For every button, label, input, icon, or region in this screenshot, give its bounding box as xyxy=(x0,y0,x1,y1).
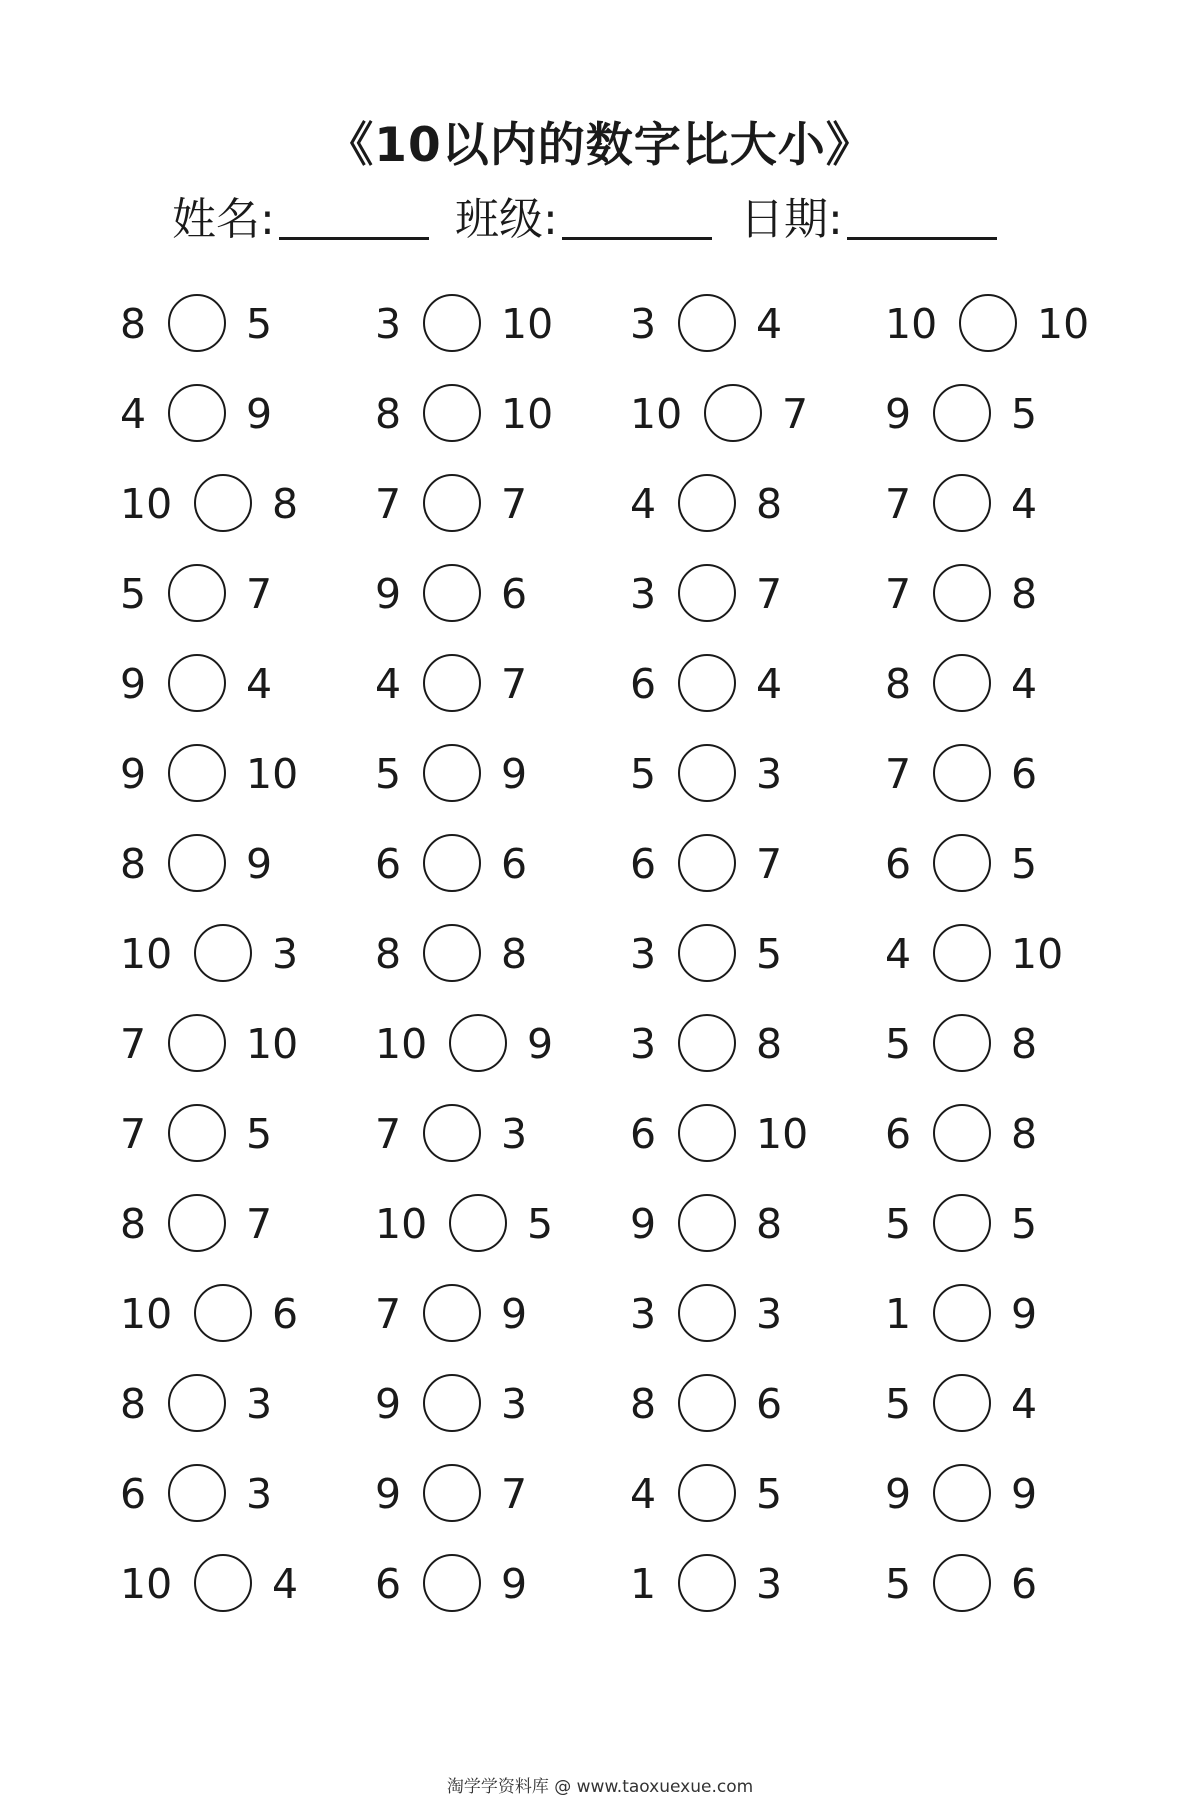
answer-circle[interactable] xyxy=(423,384,481,442)
left-number: 4 xyxy=(885,930,912,978)
right-number: 7 xyxy=(782,390,809,438)
comparison-problem xyxy=(630,1462,870,1526)
comparison-problem xyxy=(885,472,1125,536)
comparison-problem xyxy=(375,1552,615,1616)
right-number: 9 xyxy=(246,390,273,438)
right-number: 9 xyxy=(501,1560,528,1608)
right-number: 5 xyxy=(527,1200,554,1248)
name-label: 姓名: xyxy=(172,194,275,245)
answer-circle[interactable] xyxy=(678,924,736,982)
left-number: 7 xyxy=(885,570,912,618)
right-number: 4 xyxy=(756,660,783,708)
left-number: 10 xyxy=(630,390,683,438)
comparison-problem xyxy=(120,742,360,806)
comparison-problem xyxy=(885,1282,1125,1346)
left-number: 9 xyxy=(885,390,912,438)
left-number: 6 xyxy=(375,840,402,888)
answer-circle[interactable] xyxy=(933,1194,991,1252)
left-number: 8 xyxy=(120,1200,147,1248)
answer-circle[interactable] xyxy=(194,474,252,532)
right-number: 7 xyxy=(756,570,783,618)
date-label: 日期: xyxy=(740,194,843,245)
comparison-problem xyxy=(630,1282,870,1346)
answer-circle[interactable] xyxy=(423,1284,481,1342)
comparison-problem xyxy=(120,292,360,356)
right-number: 7 xyxy=(501,480,528,528)
comparison-problem xyxy=(630,1102,870,1166)
left-number: 8 xyxy=(120,840,147,888)
right-number: 8 xyxy=(501,930,528,978)
comparison-problem xyxy=(120,1372,360,1436)
left-number: 9 xyxy=(375,1470,402,1518)
comparison-problem xyxy=(885,742,1125,806)
right-number: 10 xyxy=(1011,930,1064,978)
comparison-problem xyxy=(120,832,360,896)
left-number: 3 xyxy=(630,1020,657,1068)
answer-circle[interactable] xyxy=(933,654,991,712)
comparison-problem xyxy=(120,382,360,446)
comparison-problem xyxy=(630,1552,870,1616)
answer-circle[interactable] xyxy=(423,834,481,892)
left-number: 4 xyxy=(120,390,147,438)
comparison-problem xyxy=(120,1012,360,1076)
left-number: 5 xyxy=(630,750,657,798)
comparison-problem xyxy=(120,1552,360,1616)
right-number: 6 xyxy=(1011,750,1038,798)
answer-circle[interactable] xyxy=(678,1104,736,1162)
answer-circle[interactable] xyxy=(168,294,226,352)
answer-circle[interactable] xyxy=(933,744,991,802)
comparison-problem xyxy=(630,652,870,716)
page-title: 《10以内的数字比大小》 xyxy=(326,118,874,173)
answer-circle[interactable] xyxy=(168,1104,226,1162)
left-number: 3 xyxy=(630,300,657,348)
left-number: 6 xyxy=(885,1110,912,1158)
left-number: 10 xyxy=(120,480,173,528)
comparison-problem xyxy=(375,832,615,896)
right-number: 9 xyxy=(246,840,273,888)
answer-circle[interactable] xyxy=(678,1284,736,1342)
right-number: 7 xyxy=(501,1470,528,1518)
right-number: 8 xyxy=(1011,1020,1038,1068)
comparison-problem xyxy=(375,382,615,446)
right-number: 4 xyxy=(1011,1380,1038,1428)
comparison-problem xyxy=(885,1462,1125,1526)
answer-circle[interactable] xyxy=(423,744,481,802)
left-number: 7 xyxy=(120,1110,147,1158)
left-number: 5 xyxy=(885,1380,912,1428)
left-number: 9 xyxy=(885,1470,912,1518)
left-number: 10 xyxy=(375,1200,428,1248)
comparison-problem xyxy=(120,472,360,536)
comparison-problem xyxy=(375,1012,615,1076)
footer-watermark: 淘学学资料库 @ www.taoxuexue.com xyxy=(446,1777,754,1797)
comparison-problem xyxy=(885,1192,1125,1256)
comparison-problem xyxy=(630,1012,870,1076)
left-number: 6 xyxy=(120,1470,147,1518)
right-number: 6 xyxy=(756,1380,783,1428)
comparison-problem xyxy=(375,652,615,716)
right-number: 4 xyxy=(1011,660,1038,708)
answer-circle[interactable] xyxy=(194,1284,252,1342)
comparison-problem xyxy=(885,1552,1125,1616)
left-number: 4 xyxy=(630,480,657,528)
right-number: 3 xyxy=(246,1470,273,1518)
comparison-problem xyxy=(885,1102,1125,1166)
answer-circle[interactable] xyxy=(704,384,762,442)
answer-circle[interactable] xyxy=(933,1104,991,1162)
comparison-problem xyxy=(120,1102,360,1166)
right-number: 10 xyxy=(1037,300,1090,348)
left-number: 5 xyxy=(885,1020,912,1068)
comparison-problem xyxy=(885,382,1125,446)
answer-circle[interactable] xyxy=(168,564,226,622)
left-number: 3 xyxy=(375,300,402,348)
left-number: 7 xyxy=(375,1110,402,1158)
answer-circle[interactable] xyxy=(423,564,481,622)
answer-circle[interactable] xyxy=(933,834,991,892)
comparison-problem xyxy=(630,832,870,896)
answer-circle[interactable] xyxy=(933,1284,991,1342)
right-number: 8 xyxy=(756,480,783,528)
comparison-problem xyxy=(885,1012,1125,1076)
answer-circle[interactable] xyxy=(933,564,991,622)
comparison-problem xyxy=(375,292,615,356)
answer-circle[interactable] xyxy=(678,294,736,352)
right-number: 3 xyxy=(756,1290,783,1338)
answer-circle[interactable] xyxy=(168,744,226,802)
answer-circle[interactable] xyxy=(678,1194,736,1252)
left-number: 7 xyxy=(375,1290,402,1338)
answer-circle[interactable] xyxy=(423,1554,481,1612)
left-number: 10 xyxy=(120,1290,173,1338)
left-number: 10 xyxy=(885,300,938,348)
right-number: 4 xyxy=(756,300,783,348)
right-number: 8 xyxy=(1011,1110,1038,1158)
right-number: 3 xyxy=(756,1560,783,1608)
answer-circle[interactable] xyxy=(423,1374,481,1432)
left-number: 8 xyxy=(375,390,402,438)
answer-circle[interactable] xyxy=(194,924,252,982)
answer-circle[interactable] xyxy=(933,1554,991,1612)
left-number: 4 xyxy=(630,1470,657,1518)
left-number: 3 xyxy=(630,1290,657,1338)
left-number: 5 xyxy=(120,570,147,618)
left-number: 6 xyxy=(375,1560,402,1608)
comparison-problem xyxy=(120,562,360,626)
comparison-problem xyxy=(885,652,1125,716)
left-number: 5 xyxy=(375,750,402,798)
answer-circle[interactable] xyxy=(423,654,481,712)
right-number: 6 xyxy=(272,1290,299,1338)
answer-circle[interactable] xyxy=(678,744,736,802)
comparison-problem xyxy=(630,472,870,536)
answer-circle[interactable] xyxy=(678,474,736,532)
right-number: 5 xyxy=(246,300,273,348)
right-number: 5 xyxy=(246,1110,273,1158)
answer-circle[interactable] xyxy=(423,294,481,352)
left-number: 8 xyxy=(630,1380,657,1428)
answer-circle[interactable] xyxy=(678,1464,736,1522)
left-number: 6 xyxy=(630,660,657,708)
right-number: 7 xyxy=(501,660,528,708)
left-number: 9 xyxy=(375,1380,402,1428)
left-number: 4 xyxy=(375,660,402,708)
left-number: 1 xyxy=(630,1560,657,1608)
comparison-problem xyxy=(375,472,615,536)
comparison-problem xyxy=(120,922,360,986)
answer-circle[interactable] xyxy=(194,1554,252,1612)
comparison-problem xyxy=(375,1102,615,1166)
left-number: 6 xyxy=(630,840,657,888)
answer-circle[interactable] xyxy=(168,1464,226,1522)
answer-circle[interactable] xyxy=(168,1194,226,1252)
left-number: 8 xyxy=(120,300,147,348)
comparison-problem xyxy=(630,562,870,626)
answer-circle[interactable] xyxy=(933,1014,991,1072)
left-number: 5 xyxy=(885,1200,912,1248)
answer-circle[interactable] xyxy=(423,924,481,982)
comparison-problem xyxy=(630,292,870,356)
answer-circle[interactable] xyxy=(933,924,991,982)
right-number: 10 xyxy=(756,1110,809,1158)
left-number: 3 xyxy=(630,930,657,978)
right-number: 9 xyxy=(501,750,528,798)
right-number: 7 xyxy=(246,1200,273,1248)
comparison-problem xyxy=(375,1372,615,1436)
right-number: 8 xyxy=(1011,570,1038,618)
left-number: 9 xyxy=(630,1200,657,1248)
answer-circle[interactable] xyxy=(933,1374,991,1432)
right-number: 9 xyxy=(1011,1290,1038,1338)
comparison-problem xyxy=(375,742,615,806)
answer-circle[interactable] xyxy=(933,384,991,442)
right-number: 8 xyxy=(272,480,299,528)
comparison-problem xyxy=(375,562,615,626)
comparison-problem xyxy=(630,1192,870,1256)
right-number: 4 xyxy=(272,1560,299,1608)
answer-circle[interactable] xyxy=(423,1104,481,1162)
right-number: 5 xyxy=(756,930,783,978)
left-number: 1 xyxy=(885,1290,912,1338)
right-number: 5 xyxy=(756,1470,783,1518)
right-number: 10 xyxy=(246,1020,299,1068)
right-number: 8 xyxy=(756,1020,783,1068)
left-number: 10 xyxy=(375,1020,428,1068)
right-number: 10 xyxy=(246,750,299,798)
right-number: 8 xyxy=(756,1200,783,1248)
right-number: 5 xyxy=(1011,1200,1038,1248)
answer-circle[interactable] xyxy=(933,1464,991,1522)
answer-circle[interactable] xyxy=(959,294,1017,352)
right-number: 9 xyxy=(1011,1470,1038,1518)
answer-circle[interactable] xyxy=(678,834,736,892)
comparison-problem xyxy=(630,742,870,806)
answer-circle[interactable] xyxy=(449,1194,507,1252)
answer-circle[interactable] xyxy=(678,1014,736,1072)
comparison-problem xyxy=(120,1282,360,1346)
left-number: 10 xyxy=(120,1560,173,1608)
comparison-problem xyxy=(885,562,1125,626)
right-number: 6 xyxy=(1011,1560,1038,1608)
comparison-problem xyxy=(375,922,615,986)
right-number: 10 xyxy=(501,390,554,438)
right-number: 7 xyxy=(246,570,273,618)
left-number: 9 xyxy=(120,660,147,708)
left-number: 8 xyxy=(120,1380,147,1428)
left-number: 9 xyxy=(120,750,147,798)
comparison-problem xyxy=(120,1192,360,1256)
right-number: 9 xyxy=(527,1020,554,1068)
answer-circle[interactable] xyxy=(449,1014,507,1072)
left-number: 6 xyxy=(630,1110,657,1158)
right-number: 9 xyxy=(501,1290,528,1338)
right-number: 6 xyxy=(501,570,528,618)
left-number: 7 xyxy=(375,480,402,528)
answer-circle[interactable] xyxy=(423,474,481,532)
answer-circle[interactable] xyxy=(678,564,736,622)
right-number: 7 xyxy=(756,840,783,888)
comparison-problem xyxy=(375,1462,615,1526)
answer-circle[interactable] xyxy=(678,1374,736,1432)
comparison-problem xyxy=(885,922,1125,986)
answer-circle[interactable] xyxy=(168,1374,226,1432)
right-number: 10 xyxy=(501,300,554,348)
right-number: 3 xyxy=(501,1110,528,1158)
comparison-problem xyxy=(120,652,360,716)
answer-circle[interactable] xyxy=(168,384,226,442)
comparison-problem xyxy=(375,1192,615,1256)
comparison-problem xyxy=(885,832,1125,896)
answer-circle[interactable] xyxy=(678,1554,736,1612)
answer-circle[interactable] xyxy=(168,834,226,892)
left-number: 9 xyxy=(375,570,402,618)
right-number: 4 xyxy=(1011,480,1038,528)
right-number: 6 xyxy=(501,840,528,888)
right-number: 3 xyxy=(246,1380,273,1428)
answer-circle[interactable] xyxy=(168,654,226,712)
left-number: 7 xyxy=(120,1020,147,1068)
left-number: 8 xyxy=(885,660,912,708)
comparison-problem xyxy=(630,382,870,446)
left-number: 7 xyxy=(885,480,912,528)
answer-circle[interactable] xyxy=(678,654,736,712)
comparison-problem xyxy=(375,1282,615,1346)
left-number: 3 xyxy=(630,570,657,618)
answer-circle[interactable] xyxy=(423,1464,481,1522)
class-label: 班级: xyxy=(455,194,558,245)
left-number: 6 xyxy=(885,840,912,888)
left-number: 10 xyxy=(120,930,173,978)
comparison-problem xyxy=(885,1372,1125,1436)
left-number: 7 xyxy=(885,750,912,798)
comparison-problem xyxy=(885,292,1125,356)
right-number: 3 xyxy=(501,1380,528,1428)
left-number: 8 xyxy=(375,930,402,978)
right-number: 5 xyxy=(1011,840,1038,888)
right-number: 4 xyxy=(246,660,273,708)
right-number: 3 xyxy=(272,930,299,978)
right-number: 5 xyxy=(1011,390,1038,438)
comparison-problem xyxy=(630,1372,870,1436)
comparison-problem xyxy=(630,922,870,986)
left-number: 5 xyxy=(885,1560,912,1608)
answer-circle[interactable] xyxy=(168,1014,226,1072)
right-number: 3 xyxy=(756,750,783,798)
comparison-problem xyxy=(120,1462,360,1526)
answer-circle[interactable] xyxy=(933,474,991,532)
